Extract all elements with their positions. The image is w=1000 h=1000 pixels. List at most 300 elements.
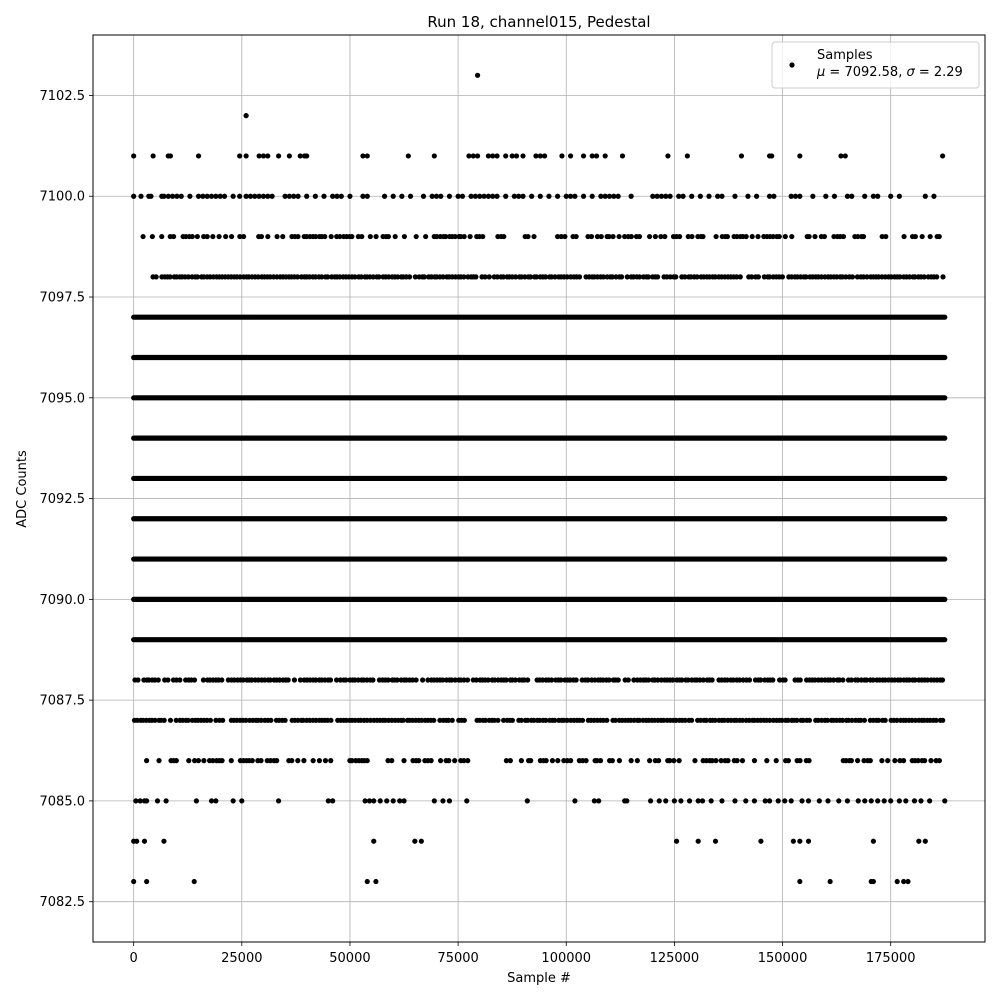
data-point: [928, 758, 933, 763]
data-point: [265, 153, 270, 158]
data-point: [806, 758, 811, 763]
data-point: [138, 194, 143, 199]
data-point: [771, 194, 776, 199]
data-point: [937, 234, 942, 239]
data-point: [647, 758, 652, 763]
data-point: [798, 677, 803, 682]
data-point: [755, 234, 760, 239]
data-point: [825, 798, 830, 803]
data-point: [177, 677, 182, 682]
data-point: [465, 677, 470, 682]
data-point: [653, 234, 658, 239]
data-point: [269, 194, 274, 199]
data-point: [901, 758, 906, 763]
data-point: [750, 234, 755, 239]
data-point: [862, 718, 867, 723]
data-point: [501, 234, 506, 239]
data-point: [432, 153, 437, 158]
data-point: [373, 234, 378, 239]
x-tick-label: 50000: [329, 951, 371, 966]
data-point: [295, 234, 300, 239]
data-point: [940, 153, 945, 158]
data-point: [494, 194, 499, 199]
data-point: [229, 234, 234, 239]
data-point: [671, 758, 676, 763]
data-point: [832, 194, 837, 199]
data-point: [525, 234, 530, 239]
data-point: [159, 234, 164, 239]
data-point: [192, 879, 197, 884]
data-point: [196, 153, 201, 158]
data-point: [822, 234, 827, 239]
data-point: [220, 718, 225, 723]
data-point: [700, 234, 705, 239]
data-point: [599, 234, 604, 239]
x-tick-label: 25000: [221, 951, 263, 966]
data-point: [510, 718, 515, 723]
data-point: [258, 758, 263, 763]
data-point: [590, 194, 595, 199]
data-point: [519, 758, 524, 763]
data-point: [420, 677, 425, 682]
data-point: [555, 758, 560, 763]
data-point: [213, 798, 218, 803]
legend-sigma-value: = 2.29: [914, 65, 963, 80]
data-point: [689, 234, 694, 239]
data-point: [583, 758, 588, 763]
data-point: [480, 234, 485, 239]
data-point: [810, 194, 815, 199]
data-point: [719, 194, 724, 199]
data-point: [244, 153, 249, 158]
data-point: [885, 758, 890, 763]
data-point: [942, 798, 947, 803]
data-point: [888, 194, 893, 199]
data-point: [895, 879, 900, 884]
data-point: [807, 234, 812, 239]
data-point: [216, 234, 221, 239]
data-point: [328, 718, 333, 723]
data-point: [412, 839, 417, 844]
data-point: [164, 798, 169, 803]
data-point: [393, 234, 398, 239]
data-point: [475, 153, 480, 158]
data-point: [194, 798, 199, 803]
data-point: [574, 677, 579, 682]
data-point: [913, 234, 918, 239]
data-point: [525, 677, 530, 682]
data-point: [431, 718, 436, 723]
data-point: [572, 798, 577, 803]
data-point: [823, 194, 828, 199]
data-point: [414, 234, 419, 239]
data-point: [322, 234, 327, 239]
data-point: [174, 758, 179, 763]
data-point: [154, 274, 159, 279]
data-point: [767, 798, 772, 803]
data-point: [700, 798, 705, 803]
data-point: [672, 798, 677, 803]
data-point: [538, 194, 543, 199]
data-point: [419, 839, 424, 844]
data-point: [918, 798, 923, 803]
legend-marker: [789, 62, 794, 67]
data-point: [438, 194, 443, 199]
data-point: [465, 758, 470, 763]
data-point: [903, 798, 908, 803]
data-point: [850, 274, 855, 279]
data-point: [789, 798, 794, 803]
data-point: [241, 234, 246, 239]
data-point: [674, 839, 679, 844]
data-point-band: [131, 395, 947, 400]
y-tick-label: 7092.5: [39, 492, 85, 508]
data-point: [752, 758, 757, 763]
data-point: [386, 234, 391, 239]
data-point: [648, 798, 653, 803]
data-point: [656, 758, 661, 763]
data-point: [875, 798, 880, 803]
data-point: [321, 194, 326, 199]
data-point: [799, 798, 804, 803]
data-point: [616, 234, 621, 239]
x-tick-label: 100000: [541, 951, 592, 966]
data-point: [677, 234, 682, 239]
data-point: [940, 274, 945, 279]
data-point: [783, 234, 788, 239]
data-point: [550, 758, 555, 763]
data-point: [687, 798, 692, 803]
data-point: [709, 677, 714, 682]
legend-label: Samples: [817, 48, 873, 63]
data-point: [276, 798, 281, 803]
x-tick-label: 175000: [865, 951, 916, 966]
data-point: [508, 758, 513, 763]
data-point: [401, 798, 406, 803]
data-point: [849, 194, 854, 199]
data-point: [692, 758, 697, 763]
data-point: [464, 798, 469, 803]
data-point: [229, 758, 234, 763]
y-tick-label: 7102.5: [39, 88, 85, 104]
data-point: [934, 274, 939, 279]
data-point: [744, 234, 749, 239]
data-point: [927, 798, 932, 803]
data-point: [328, 758, 333, 763]
data-point: [520, 153, 525, 158]
data-point: [190, 234, 195, 239]
data-point: [359, 234, 364, 239]
data-point: [156, 758, 161, 763]
data-point: [295, 194, 300, 199]
data-point: [745, 194, 750, 199]
data-point: [677, 758, 682, 763]
data-point: [520, 194, 525, 199]
data-point: [797, 153, 802, 158]
data-point: [713, 758, 718, 763]
data-point: [473, 274, 478, 279]
data-point: [568, 758, 573, 763]
data-point: [616, 677, 621, 682]
data-point: [161, 839, 166, 844]
data-point: [871, 879, 876, 884]
data-point: [365, 758, 370, 763]
data-point: [503, 153, 508, 158]
data-point: [475, 73, 480, 78]
data-point: [408, 194, 413, 199]
data-point: [719, 798, 724, 803]
data-point: [144, 758, 149, 763]
data-point: [349, 234, 354, 239]
data-point: [786, 758, 791, 763]
data-point: [452, 758, 457, 763]
y-tick-label: 7090.0: [39, 592, 85, 608]
y-tick-label: 7095.0: [39, 391, 85, 407]
data-point: [868, 758, 873, 763]
data-point: [503, 194, 508, 199]
x-tick-label: 125000: [649, 951, 700, 966]
data-point: [171, 234, 176, 239]
data-point: [940, 677, 945, 682]
data-point: [568, 153, 573, 158]
data-point: [698, 194, 703, 199]
data-point: [828, 879, 833, 884]
data-point: [739, 153, 744, 158]
data-point: [657, 798, 662, 803]
x-tick-label: 150000: [757, 951, 808, 966]
data-point: [879, 758, 884, 763]
data-point: [328, 677, 333, 682]
data-point: [596, 798, 601, 803]
data-point: [330, 798, 335, 803]
data-point: [222, 194, 227, 199]
data-point: [528, 758, 533, 763]
data-point: [268, 718, 273, 723]
data-point: [782, 798, 787, 803]
data-point: [208, 718, 213, 723]
data-point: [738, 274, 743, 279]
data-point: [791, 839, 796, 844]
data-point: [836, 798, 841, 803]
data-point: [531, 234, 536, 239]
data-point: [131, 879, 136, 884]
data-point: [616, 194, 621, 199]
data-point: [423, 234, 428, 239]
data-point: [542, 153, 547, 158]
data-point: [797, 879, 802, 884]
data-point: [201, 758, 206, 763]
data-point: [706, 194, 711, 199]
data-point: [195, 234, 200, 239]
data-point: [196, 758, 201, 763]
data-point: [777, 234, 782, 239]
data-point: [391, 798, 396, 803]
data-point: [168, 718, 173, 723]
data-point: [495, 718, 500, 723]
data-point: [460, 194, 465, 199]
data-point: [562, 234, 567, 239]
data-point: [843, 153, 848, 158]
data-point: [923, 839, 928, 844]
data-point: [589, 234, 594, 239]
data-point: [546, 194, 551, 199]
data-point: [432, 798, 437, 803]
legend-mu-value: = 7092.58,: [825, 65, 907, 80]
data-point: [292, 677, 297, 682]
data-point: [438, 758, 443, 763]
data-point: [347, 194, 352, 199]
data-point: [365, 879, 370, 884]
data-point: [389, 758, 394, 763]
data-point: [580, 718, 585, 723]
legend: [772, 42, 979, 88]
data-point: [131, 153, 136, 158]
data-point: [287, 153, 292, 158]
data-point: [713, 234, 718, 239]
data-point: [862, 798, 867, 803]
data-point: [817, 798, 822, 803]
data-point: [446, 758, 451, 763]
data-point: [754, 194, 759, 199]
data-point: [856, 798, 861, 803]
data-point: [313, 194, 318, 199]
data-point: [391, 194, 396, 199]
data-point: [429, 758, 434, 763]
x-tick-label: 75000: [437, 951, 479, 966]
data-point: [806, 839, 811, 844]
data-point: [758, 839, 763, 844]
data-point: [210, 234, 215, 239]
data-point: [223, 234, 228, 239]
data-point: [487, 274, 492, 279]
data-point: [637, 234, 642, 239]
data-point: [689, 194, 694, 199]
data-point: [378, 798, 383, 803]
data-point: [862, 194, 867, 199]
data-point: [165, 677, 170, 682]
data-point: [155, 798, 160, 803]
data-point: [231, 194, 236, 199]
data-point: [629, 194, 634, 199]
data-point: [604, 718, 609, 723]
data-point: [317, 758, 322, 763]
data-point: [922, 758, 927, 763]
data-point: [462, 234, 467, 239]
data-point: [144, 879, 149, 884]
data-point: [610, 758, 615, 763]
data-point: [581, 194, 586, 199]
data-point: [384, 798, 389, 803]
data-point-band: [131, 556, 947, 561]
data-point: [912, 798, 917, 803]
data-point: [620, 153, 625, 158]
data-point: [931, 194, 936, 199]
data-point: [280, 234, 285, 239]
data-point: [780, 274, 785, 279]
data-point: [861, 234, 866, 239]
data-point: [812, 234, 817, 239]
data-point: [882, 798, 887, 803]
data-point: [732, 194, 737, 199]
data-point: [462, 718, 467, 723]
y-tick-label: 7087.5: [39, 693, 85, 709]
y-tick-label: 7100.0: [39, 189, 85, 205]
data-point: [365, 153, 370, 158]
data-point: [782, 677, 787, 682]
data-point: [629, 234, 634, 239]
data-point: [450, 718, 455, 723]
data-point: [295, 758, 300, 763]
data-point: [142, 839, 147, 844]
data-point: [286, 677, 291, 682]
data-point: [747, 677, 752, 682]
data-point: [776, 798, 781, 803]
data-point: [770, 677, 775, 682]
data-point: [370, 677, 375, 682]
data-point: [655, 274, 660, 279]
data-point: [624, 798, 629, 803]
data-point: [276, 153, 281, 158]
data-point: [151, 153, 156, 158]
data-point: [845, 798, 850, 803]
data-point: [237, 194, 242, 199]
data-point: [134, 839, 139, 844]
data-point: [743, 798, 748, 803]
data-point: [304, 194, 309, 199]
data-point: [289, 758, 294, 763]
data-point: [407, 274, 412, 279]
data-point: [662, 234, 667, 239]
data-point: [179, 194, 184, 199]
data-point: [807, 718, 812, 723]
data-point: [283, 718, 288, 723]
legend-sigma-symbol: σ: [906, 65, 915, 80]
data-point: [764, 758, 769, 763]
data-point-band: [131, 315, 947, 320]
data-point: [304, 153, 309, 158]
data-point: [581, 153, 586, 158]
data-point: [673, 274, 678, 279]
data-point: [789, 234, 794, 239]
data-point-band: [131, 516, 947, 521]
data-point: [514, 153, 519, 158]
data-point: [244, 113, 249, 118]
data-point: [855, 758, 860, 763]
data-point: [806, 798, 811, 803]
data-point: [725, 758, 730, 763]
data-point: [365, 194, 370, 199]
data-point: [920, 234, 925, 239]
data-point: [468, 234, 473, 239]
data-point: [421, 194, 426, 199]
data-point: [619, 274, 624, 279]
data-point: [140, 234, 145, 239]
data-point: [680, 194, 685, 199]
data-point: [231, 798, 236, 803]
data-point: [928, 234, 933, 239]
data-point: [572, 194, 577, 199]
data-point: [368, 234, 373, 239]
data-point: [629, 758, 634, 763]
data-point: [734, 758, 739, 763]
data-point: [696, 839, 701, 844]
data-point: [274, 234, 279, 239]
data-point: [237, 153, 242, 158]
data-point: [416, 758, 421, 763]
data-point: [883, 718, 888, 723]
data-point: [401, 758, 406, 763]
data-point: [494, 153, 499, 158]
